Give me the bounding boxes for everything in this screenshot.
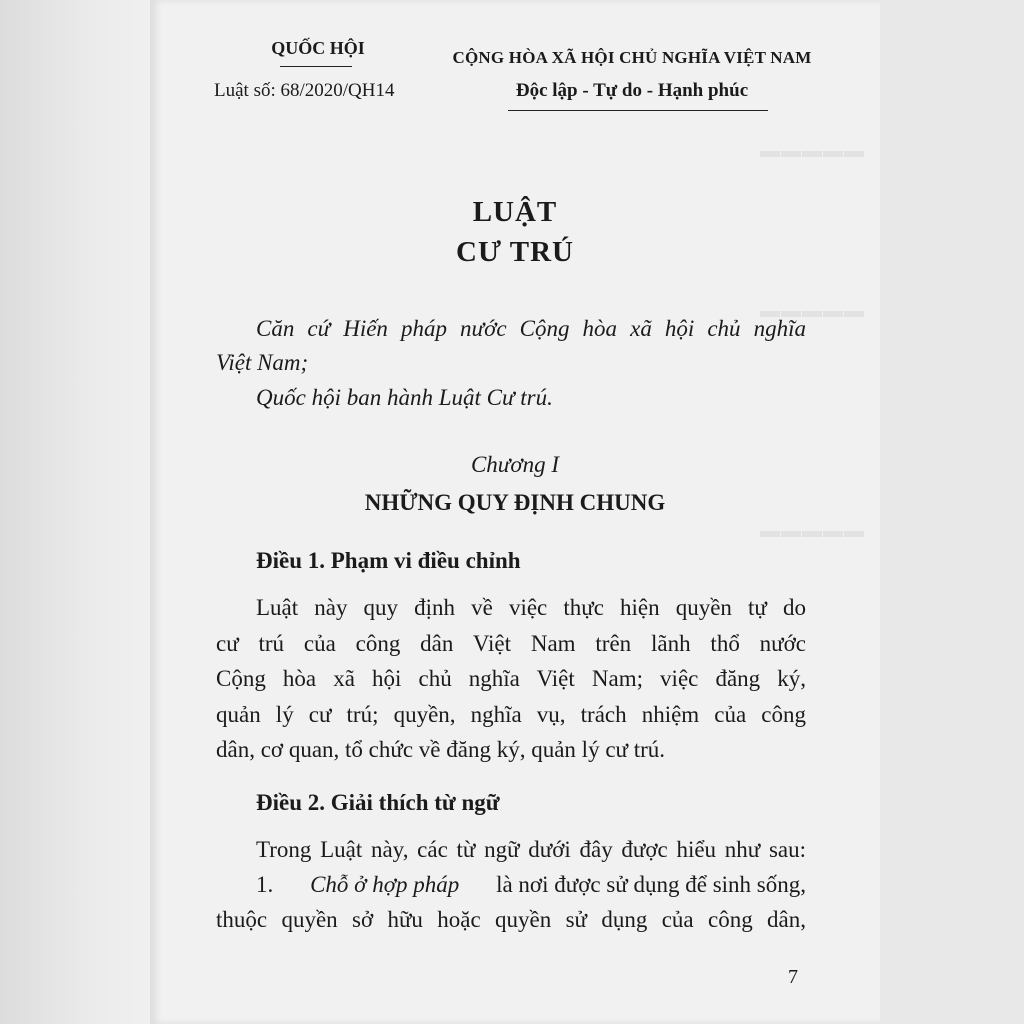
item-term: Chỗ ở hợp pháp [310, 872, 460, 897]
article-1-line: dân, cơ quan, tổ chức về đăng ký, quản lý cư trú. [216, 737, 666, 762]
preamble-line-2: Việt Nam; [216, 350, 309, 375]
issuer-underline [280, 66, 352, 67]
preamble-line-1: Căn cứ Hiến pháp nước Cộng hòa xã hội chủ nghĩa [256, 316, 806, 341]
show-through-texture: ▬▬▬▬▬ [760, 300, 865, 322]
book-gutter-shadow [0, 0, 150, 1024]
show-through-texture: ▬▬▬▬▬ [760, 520, 865, 542]
state-motto: Độc lập - Tự do - Hạnh phúc [515, 80, 749, 101]
document-subtitle: CƯ TRÚ [456, 236, 574, 268]
article-2-heading: Điều 2. Giải thích từ ngữ [256, 790, 500, 815]
item-number: 1. [256, 872, 274, 897]
article-1-line: cư trú của công dân Việt Nam trên lãnh thổ nước [216, 631, 806, 656]
article-1-line: Luật này quy định về việc thực hiện quyền tự do [256, 595, 806, 620]
state-title: CỘNG HÒA XÃ HỘI CHỦ NGHĨA VIỆT NAM [452, 48, 812, 67]
chapter-title: NHỮNG QUY ĐỊNH CHUNG [364, 490, 666, 515]
article-1-line: Cộng hòa xã hội chủ nghĩa Việt Nam; việc đăng ký, [216, 666, 806, 691]
issuer-title: QUỐC HỘI [271, 38, 365, 58]
document-title: LUẬT [472, 196, 558, 228]
chapter-label: Chương I [470, 452, 560, 477]
article-1-heading: Điều 1. Phạm vi điều chỉnh [256, 548, 521, 573]
law-number: Luật số: 68/2020/QH14 [214, 80, 395, 101]
page-number: 7 [788, 966, 798, 988]
motto-underline [508, 110, 768, 111]
item-definition: là nơi được sử dụng để sinh sống, [496, 872, 806, 897]
article-2-item-1-continued: thuộc quyền sở hữu hoặc quyền sử dụng của công dân, [216, 907, 806, 932]
preamble-line-3: Quốc hội ban hành Luật Cư trú. [256, 385, 553, 410]
facing-page-edge [880, 0, 1024, 1024]
article-1-line: quản lý cư trú; quyền, nghĩa vụ, trách nhiệm của công [216, 702, 806, 727]
article-2-intro: Trong Luật này, các từ ngữ dưới đây được hiểu như sau: [256, 837, 806, 862]
article-2-item-1 [256, 872, 806, 898]
show-through-texture: ▬▬▬▬▬ [760, 140, 865, 162]
